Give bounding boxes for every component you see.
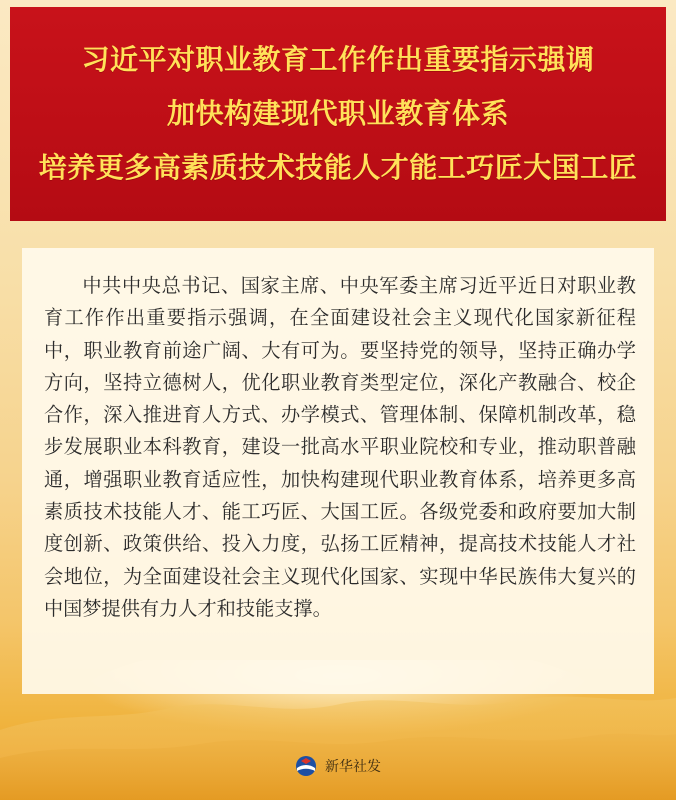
title-line-1: 习近平对职业教育工作作出重要指示强调 xyxy=(81,43,595,76)
source-footer xyxy=(0,755,676,777)
source-label: 新华社发 xyxy=(325,759,381,775)
article-panel xyxy=(22,248,654,694)
article-body: 中共中央总书记、国家主席、中央军委主席习近平近日对职业教育工作作出重要指示强调，在全面建设社会主义现代化国家新征程中，职业教育前途广阔、大有可为。要坚持党的领导，坚持正确办学方向，坚持立德树人，优化职业教育类型定位，深化产教融合、校企合作，深入推进育人方式、办学模式、管理体制、保障机制改革，稳步发展职业本科教育，建设一批高水平职业院校和专业，推动职普融通，增强职业教育适应性，加快构建现代职业教育体系，培养更多高素质技术技能人才、能工巧匠、大国工匠。各级党委和政府要加大制度创新、政策供给、投入力度，弘扬工匠精神，提高技术技能人才社会地位，为全面建设社会主义现代化国家、实现中华民族伟大复兴的中国梦提供有力人才和技能支撑。 xyxy=(44,274,636,620)
title-line-2: 加快构建现代职业教育体系 xyxy=(166,97,509,130)
xinhua-globe-logo-icon xyxy=(295,755,317,777)
title-banner xyxy=(10,7,666,221)
title-line-3: 培养更多高素质技术技能人才能工巧匠大国工匠 xyxy=(38,151,638,184)
